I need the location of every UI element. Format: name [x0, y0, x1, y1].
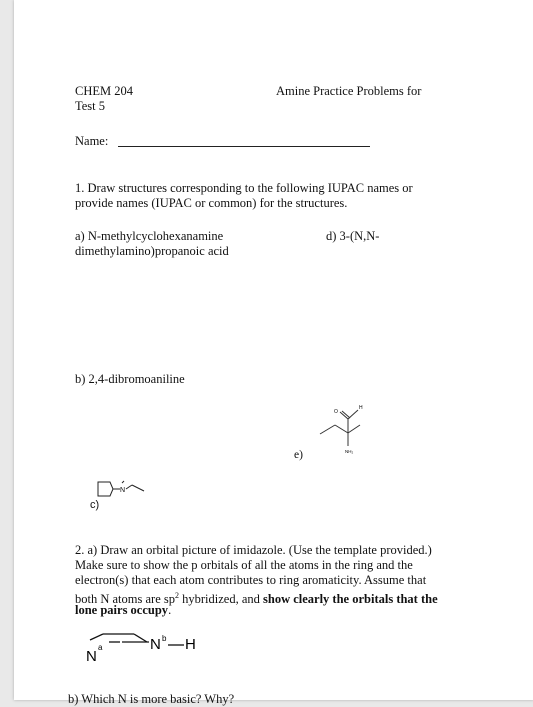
- template-atom-na: N: [86, 648, 97, 665]
- q1d-label: d) 3-(N,N-: [326, 229, 380, 243]
- q1c-label: c): [90, 499, 100, 511]
- template-atom-h: H: [185, 636, 196, 653]
- q1b-label: b) 2,4-dibromoaniline: [75, 372, 185, 386]
- name-label: Name:: [75, 134, 109, 148]
- q1d-label-continued: dimethylamino)propanoic acid: [75, 244, 229, 258]
- template-bond-3: [134, 634, 147, 642]
- course-code: CHEM 204: [75, 84, 133, 98]
- worksheet-page: [14, 0, 533, 706]
- page-title: Amine Practice Problems for: [276, 84, 422, 98]
- template-label-b: b: [162, 634, 167, 643]
- q2-line5-end: .: [168, 603, 172, 617]
- q2-line1: 2. a) Draw an orbital picture of imidazole. (Use the template provided.): [75, 543, 432, 557]
- q2-line3: electron(s) that each atom contributes to ring aromaticity. Assume that: [75, 573, 427, 587]
- q2b-cutoff-text: b) Which N is more basic? Why?: [68, 692, 235, 706]
- template-label-a: a: [98, 643, 103, 652]
- q2-line4-sup: 2: [174, 591, 179, 600]
- q1a-label: a) N-methylcyclohexanamine: [75, 229, 224, 243]
- template-bond-1: [90, 634, 103, 640]
- q2-line2: Make sure to show the p orbitals of all the atoms in the ring and the: [75, 558, 413, 572]
- q1e-label: e): [294, 449, 303, 461]
- q1-instruction-line2: provide names (IUPAC or common) for the structures.: [75, 196, 348, 210]
- e-atom-nh2: NH₂: [345, 449, 354, 454]
- imidazole-template: [14, 0, 533, 700]
- page-subtitle: Test 5: [75, 99, 106, 113]
- q1-instruction-line1: 1. Draw structures corresponding to the following IUPAC names or: [75, 181, 413, 195]
- c-atom-n: N: [120, 487, 126, 494]
- q2-line4-bold: show clearly the orbitals that the: [263, 592, 438, 607]
- q2-line4-post: hybridized, and: [178, 592, 263, 607]
- q2-line4-pre: both N atoms are sp: [75, 592, 175, 607]
- e-atom-o: O: [334, 409, 338, 415]
- e-atom-h: H: [359, 405, 363, 411]
- q2-line5-bold: lone pairs occupy: [75, 603, 169, 617]
- template-atom-nb: N: [150, 636, 161, 653]
